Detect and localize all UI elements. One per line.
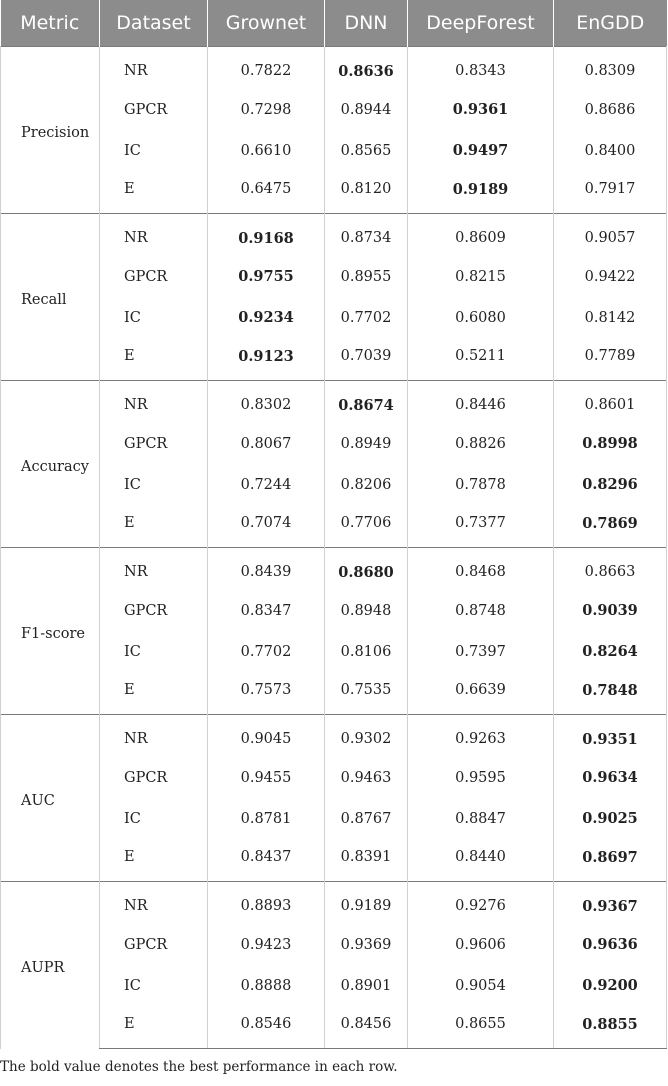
metric-label: Precision [1,47,100,214]
header-grownet: Grownet [208,0,325,47]
value-cell: 0.8440 [408,839,554,882]
dataset-label: GPCR [100,423,208,464]
value-cell: 0.9455 [208,757,325,798]
value-cell: 0.7298 [208,89,325,130]
dataset-label: IC [100,631,208,672]
value-cell: 0.8734 [325,214,408,257]
table-row [1,1006,667,1049]
table-row [1,839,667,882]
table-row [1,631,667,672]
value-cell: 0.7706 [325,505,408,548]
table-row [1,171,667,214]
value-cell: 0.8343 [408,47,554,90]
dataset-label: IC [100,464,208,505]
value-cell: 0.8697 [554,839,667,882]
metric-label: Recall [1,214,100,381]
table-row [1,89,667,130]
dataset-label: IC [100,130,208,171]
value-cell: 0.8680 [325,548,408,591]
value-cell: 0.8636 [325,47,408,90]
dataset-label: GPCR [100,256,208,297]
table-row [1,548,667,591]
header-row [1,0,667,47]
table-header [1,0,667,47]
table-row [1,256,667,297]
value-cell: 0.8391 [325,839,408,882]
value-cell: 0.9369 [325,924,408,965]
value-cell: 0.7377 [408,505,554,548]
value-cell: 0.9361 [408,89,554,130]
value-cell: 0.8781 [208,798,325,839]
value-cell: 0.8901 [325,965,408,1006]
table-row [1,297,667,338]
dataset-label: E [100,672,208,715]
value-cell: 0.8826 [408,423,554,464]
value-cell: 0.8847 [408,798,554,839]
table-row [1,47,667,90]
value-cell: 0.8067 [208,423,325,464]
metric-label: AUC [1,715,100,882]
header-metric: Metric [1,0,100,47]
dataset-label: NR [100,214,208,257]
metric-label: Accuracy [1,381,100,548]
value-cell: 0.8309 [554,47,667,90]
table-row [1,798,667,839]
value-cell: 0.9200 [554,965,667,1006]
dataset-label: E [100,171,208,214]
value-cell: 0.7917 [554,171,667,214]
value-cell: 0.8955 [325,256,408,297]
value-cell: 0.7848 [554,672,667,715]
value-cell: 0.8944 [325,89,408,130]
metric-label: F1-score [1,548,100,715]
metric-label: AUPR [1,882,100,1049]
value-cell: 0.9302 [325,715,408,758]
value-cell: 0.7822 [208,47,325,90]
table-row [1,590,667,631]
dataset-label: GPCR [100,89,208,130]
value-cell: 0.8142 [554,297,667,338]
value-cell: 0.8674 [325,381,408,424]
value-cell: 0.9054 [408,965,554,1006]
value-cell: 0.9351 [554,715,667,758]
value-cell: 0.8948 [325,590,408,631]
dataset-label: NR [100,548,208,591]
value-cell: 0.7039 [325,338,408,381]
dataset-label: GPCR [100,757,208,798]
value-cell: 0.8120 [325,171,408,214]
value-cell: 0.9057 [554,214,667,257]
value-cell: 0.8609 [408,214,554,257]
dataset-label: NR [100,47,208,90]
value-cell: 0.7244 [208,464,325,505]
value-cell: 0.8302 [208,381,325,424]
value-cell: 0.9263 [408,715,554,758]
value-cell: 0.6475 [208,171,325,214]
value-cell: 0.9606 [408,924,554,965]
value-cell: 0.8767 [325,798,408,839]
table-row [1,965,667,1006]
dataset-label: E [100,839,208,882]
value-cell: 0.8888 [208,965,325,1006]
dataset-label: NR [100,715,208,758]
dataset-label: IC [100,297,208,338]
value-cell: 0.7702 [325,297,408,338]
table-row [1,715,667,758]
value-cell: 0.9189 [325,882,408,925]
value-cell: 0.9755 [208,256,325,297]
value-cell: 0.8601 [554,381,667,424]
table-row [1,464,667,505]
value-cell: 0.7702 [208,631,325,672]
header-engdd: EnGDD [554,0,667,47]
value-cell: 0.8565 [325,130,408,171]
table-row [1,381,667,424]
value-cell: 0.7789 [554,338,667,381]
table-row [1,757,667,798]
dataset-label: E [100,1006,208,1049]
value-cell: 0.5211 [408,338,554,381]
value-cell: 0.9422 [554,256,667,297]
value-cell: 0.9039 [554,590,667,631]
value-cell: 0.9045 [208,715,325,758]
dataset-label: IC [100,965,208,1006]
table-row [1,130,667,171]
value-cell: 0.7074 [208,505,325,548]
value-cell: 0.7878 [408,464,554,505]
header-dataset: Dataset [100,0,208,47]
value-cell: 0.8446 [408,381,554,424]
value-cell: 0.8468 [408,548,554,591]
value-cell: 0.6639 [408,672,554,715]
table-row [1,505,667,548]
value-cell: 0.8655 [408,1006,554,1049]
value-cell: 0.9463 [325,757,408,798]
table-row [1,214,667,257]
value-cell: 0.9234 [208,297,325,338]
value-cell: 0.6610 [208,130,325,171]
table-row [1,882,667,925]
dataset-label: E [100,505,208,548]
dataset-label: IC [100,798,208,839]
value-cell: 0.8437 [208,839,325,882]
value-cell: 0.9276 [408,882,554,925]
value-cell: 0.7397 [408,631,554,672]
value-cell: 0.8439 [208,548,325,591]
value-cell: 0.7869 [554,505,667,548]
value-cell: 0.7535 [325,672,408,715]
value-cell: 0.8215 [408,256,554,297]
value-cell: 0.9367 [554,882,667,925]
value-cell: 0.9423 [208,924,325,965]
value-cell: 0.9168 [208,214,325,257]
value-cell: 0.8546 [208,1006,325,1049]
dataset-label: GPCR [100,590,208,631]
header-deepforest: DeepForest [408,0,554,47]
value-cell: 0.7573 [208,672,325,715]
value-cell: 0.9123 [208,338,325,381]
value-cell: 0.8998 [554,423,667,464]
value-cell: 0.8206 [325,464,408,505]
table-row [1,423,667,464]
table-row [1,924,667,965]
value-cell: 0.8748 [408,590,554,631]
table-row [1,672,667,715]
value-cell: 0.8106 [325,631,408,672]
value-cell: 0.9025 [554,798,667,839]
value-cell: 0.8400 [554,130,667,171]
value-cell: 0.9634 [554,757,667,798]
value-cell: 0.8347 [208,590,325,631]
table-body [1,47,667,1049]
value-cell: 0.8296 [554,464,667,505]
value-cell: 0.8949 [325,423,408,464]
header-dnn: DNN [325,0,408,47]
value-cell: 0.8686 [554,89,667,130]
value-cell: 0.8456 [325,1006,408,1049]
value-cell: 0.8264 [554,631,667,672]
value-cell: 0.9497 [408,130,554,171]
value-cell: 0.9636 [554,924,667,965]
dataset-label: GPCR [100,924,208,965]
value-cell: 0.8855 [554,1006,667,1049]
dataset-label: NR [100,882,208,925]
table-footnote: The bold value denotes the best performance in each row. [0,1059,398,1075]
value-cell: 0.9595 [408,757,554,798]
value-cell: 0.8663 [554,548,667,591]
dataset-label: NR [100,381,208,424]
table-row [1,338,667,381]
value-cell: 0.8893 [208,882,325,925]
value-cell: 0.6080 [408,297,554,338]
value-cell: 0.9189 [408,171,554,214]
dataset-label: E [100,338,208,381]
